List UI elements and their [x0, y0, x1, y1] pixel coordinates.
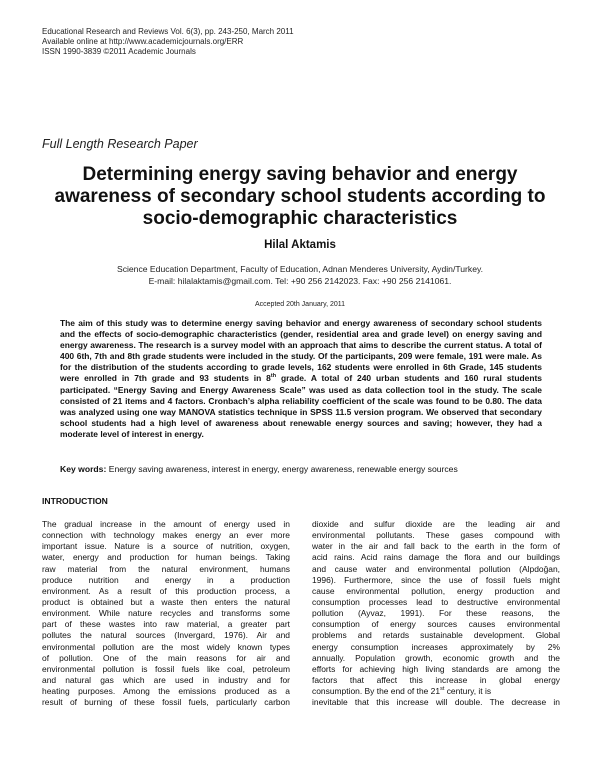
superscript: st [440, 686, 445, 693]
author-name: Hilal Aktamis [264, 239, 336, 251]
journal-url: Available online at http://www.academicjournals.org/ERR [42, 37, 244, 46]
text-line: factors that affect this increase in global energy [312, 674, 560, 685]
journal-citation: Educational Research and Reviews Vol. 6(3), pp. 243-250, March 2011 [42, 27, 294, 36]
text-line: pollution (Ayvaz, 1991). For these reasons, the [312, 608, 560, 619]
right-column [312, 519, 560, 708]
text-line: consumption processes lead to destructive environmental [312, 596, 560, 607]
text-line: energy consumption increases approximately by 2% [312, 641, 560, 652]
paper-title [30, 164, 570, 230]
abstract-text-2: grade. A total of 240 urban students and 160 rural students participated. “Energy Saving and Energy Awareness Scale” was used as data collection tool in the study. The scale consisted of 21 items and 4 factors. Cronbach’s alpha reliability coefficient of the scale was found to be 0.80. The data was analyzed using one way MANOVA statistics technique in SPSS 11.5 version program. We observed that secondary school students had a high level of awareness about renewable energy sources and saving; however, they had a moderate level of interest in energy. [60, 373, 542, 439]
title-line-3: socio-demographic characteristics [142, 208, 458, 229]
text-line: raw material from the natural environment, humans [42, 563, 290, 574]
text-line: environmental pollution is fossil fuels like coal, petroleum [42, 663, 290, 674]
text-line: pollutes the natural sources (Invergard, 1976). Air and [42, 630, 290, 641]
text-line: environmental pollutants. These gases compound with [312, 530, 560, 541]
affiliation [0, 264, 600, 287]
text-line: heating purposes. Among the emissions produced as a [42, 686, 290, 697]
text-line: produce nutrition and energy in a production [42, 574, 290, 585]
text-line: part of these wastes into raw material, a greater part [42, 619, 290, 630]
text-line: The gradual increase in the amount of energy used in [42, 519, 290, 529]
affiliation-department: Science Education Department, Faculty of Education, Adnan Menderes University, Aydin/Turkey. [116, 264, 484, 274]
text-line: inevitable that this increase will double. The decrease in [312, 697, 560, 708]
text-line: product is obtained but a waste then enters the natural [42, 596, 290, 607]
text-fragment: century, it is [444, 686, 492, 697]
text-line: and natural gas which are used in industry and for [42, 674, 290, 685]
text-line: result of burning of these fossil fuels, particularly carbon [42, 697, 290, 708]
keywords-text: Energy saving awareness, interest in energy, energy awareness, renewable energy sources [106, 464, 458, 474]
text-line: consumption of energy sources causes environmental [312, 619, 560, 630]
text-line: of pollution. One of the main reasons for air and [42, 652, 290, 663]
title-line-1: Determining energy saving behavior and energy [82, 164, 518, 185]
text-line: connection with technology makes energy an ever more [42, 530, 290, 541]
text-line: 1996). Furthermore, since the use of fossil fuels might [312, 574, 560, 585]
text-line: efforts for achieving high living standards are among the [312, 663, 560, 674]
text-line: annually. Population growth, economic growth and the [312, 652, 560, 663]
title-line-2: awareness of secondary school students according to [54, 186, 546, 207]
journal-issn: ISSN 1990-3839 ©2011 Academic Journals [42, 47, 196, 56]
text-line: environment. While nature recycles and transforms some [42, 608, 290, 619]
text-line: environmental pollution are the most widely known types [42, 641, 290, 652]
abstract [60, 318, 542, 440]
text-line: cause environmental pollution, energy production and [312, 585, 560, 596]
text-line: water in the air and fall back to the earth in the form of [312, 541, 560, 552]
text-line: environment. As a result of this production process, a [42, 585, 290, 596]
text-line: water, energy and production for human beings. Taking [42, 552, 290, 563]
affiliation-contact: E-mail: hilalaktamis@gmail.com. Tel: +90 256 2142023. Fax: +90 256 2141061. [148, 275, 452, 286]
left-column [42, 519, 290, 708]
keywords-label: Key words: [60, 464, 107, 474]
keywords [60, 464, 550, 475]
section-heading-introduction: INTRODUCTION [42, 496, 108, 506]
text-line: and cause water and environmental pollution (Alpdoğan, [312, 563, 560, 574]
text-line: important issue. Nature is a source of nutrition, oxygen, [42, 541, 290, 552]
paper-type: Full Length Research Paper [42, 137, 198, 151]
text-line: acid rains. Acid rains damage the flora and our buildings [312, 552, 560, 563]
abstract-text-1: The aim of this study was to determine energy saving behavior and energy awareness of secondary school students and the effects of socio-demographic characteristics (gender, residential area and grade level) on energy saving and energy awareness. The research is a survey model with an approach that aims to describe the current status. A total of 400 6th, 7th and 8th grade students were included in the study. Of the participants, 209 were female, 191 were male. As for the distribution of the students according to grade levels, 162 students were enrolled in 6th Grade, 145 students were enrolled in 7th grade and 93 students in 8 [60, 318, 542, 384]
text-line [312, 686, 560, 697]
accepted-date: Accepted 20th January, 2011 [254, 301, 346, 308]
text-line: problems and retards sustainable development. Global [312, 630, 560, 641]
abstract-superscript: th [270, 373, 277, 380]
text-line: dioxide and sulfur dioxide are the leading air and [312, 519, 560, 529]
journal-info [42, 27, 294, 57]
text-fragment: consumption. By the end of the 21 [312, 686, 441, 697]
